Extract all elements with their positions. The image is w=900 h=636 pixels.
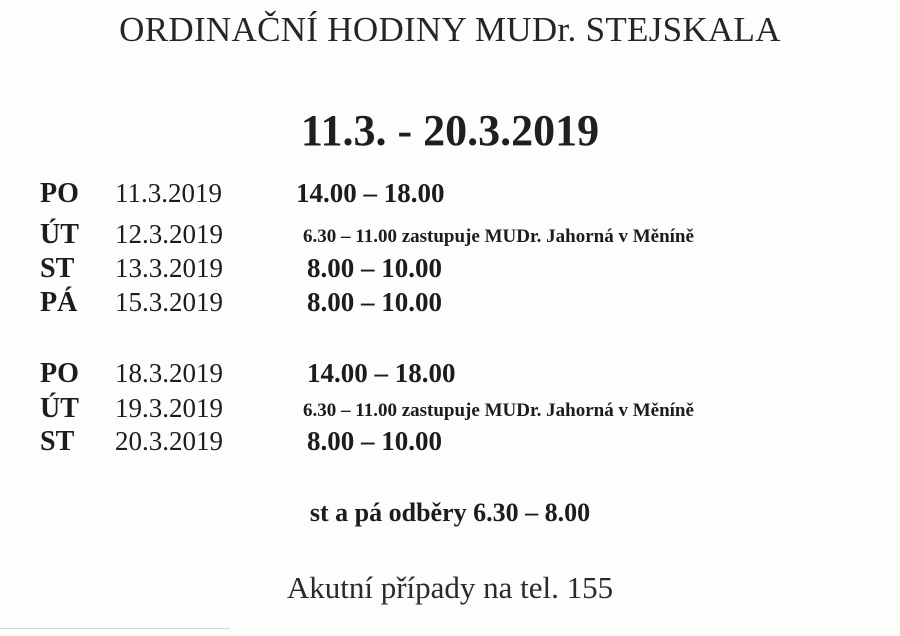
date-value: 20.3.2019 [115, 426, 223, 456]
day-label: PO [40, 178, 79, 209]
date-value: 11.3.2019 [115, 178, 222, 208]
hours-value: 14.00 – 18.00 [296, 178, 445, 208]
day-label: PÁ [40, 287, 78, 318]
day-label: ST [40, 426, 75, 457]
scan-edge-line [0, 628, 230, 629]
schedule-row [0, 358, 900, 394]
date-value: 12.3.2019 [115, 219, 223, 249]
hours-value: 8.00 – 10.00 [307, 287, 442, 317]
day-label: ST [40, 253, 75, 284]
page-title: ORDINAČNÍ HODINY MUDr. STEJSKALA [119, 10, 781, 49]
day-label: PO [40, 358, 79, 389]
schedule-row [0, 426, 900, 462]
blood-draw-note: st a pá odběry 6.30 – 8.00 [309, 498, 591, 527]
schedule-row [0, 287, 900, 323]
hours-value: 6.30 – 11.00 zastupuje MUDr. Jahorná v Měníně [303, 226, 694, 247]
hours-value: 8.00 – 10.00 [307, 426, 442, 456]
schedule-row [0, 178, 900, 214]
date-value: 18.3.2019 [115, 358, 223, 388]
date-value: 13.3.2019 [115, 253, 223, 283]
hours-value: 8.00 – 10.00 [307, 253, 442, 283]
acute-cases-note: Akutní případy na tel. 155 [286, 570, 614, 605]
schedule-row [0, 393, 900, 429]
hours-value: 6.30 – 11.00 zastupuje MUDr. Jahorná v Měníně [303, 400, 694, 421]
day-label: ÚT [40, 393, 79, 424]
hours-value: 14.00 – 18.00 [307, 358, 456, 388]
day-label: ÚT [40, 219, 79, 250]
schedule-row [0, 219, 900, 255]
schedule-row [0, 253, 900, 289]
date-value: 15.3.2019 [115, 287, 223, 317]
date-value: 19.3.2019 [115, 393, 223, 423]
date-range-heading: 11.3. - 20.3.2019 [300, 106, 600, 155]
